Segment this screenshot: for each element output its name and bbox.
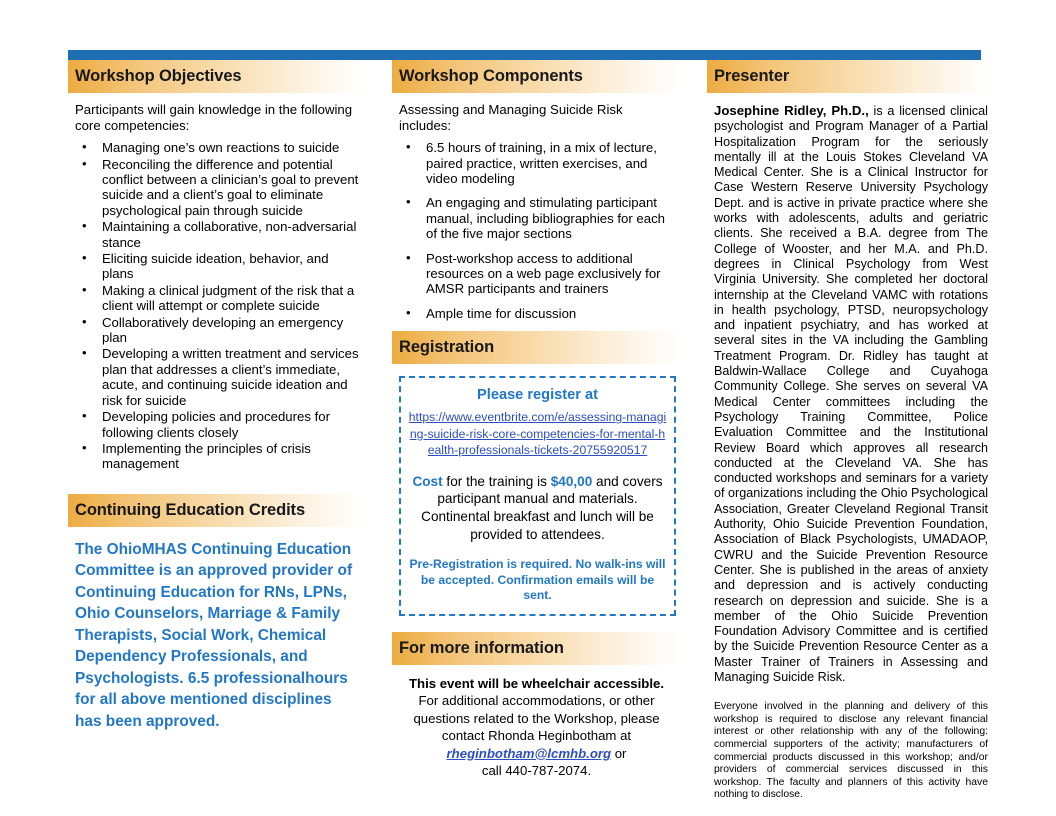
workshop-objectives-header: [68, 60, 365, 93]
more-information-header: [392, 632, 680, 665]
cost-label: Cost: [412, 473, 443, 489]
list-item: • An engaging and stimulating participant manual, including bibliographies for each of the five major sections: [399, 195, 678, 241]
registration-note: Pre-Registration is required. No walk-ins will be accepted. Confirmation emails will be sent.: [409, 557, 666, 603]
workshop-objectives-body: [68, 93, 365, 472]
section-presenter: [707, 60, 990, 802]
column-middle: [392, 60, 680, 779]
more-information-text: For additional accommodations, or other questions related to the Workshop, please contact Rhonda Heginbotham at: [413, 693, 660, 744]
list-item: • Maintaining a collaborative, non-adversarial stance: [75, 219, 363, 250]
list-item: • Ample time for discussion: [399, 306, 678, 321]
disclosure-statement: Everyone involved in the planning and delivery of this workshop is required to disclose any relevant financial interest or other relationship with any of the following: commercial supporters of the activity; manufacturers of commercial products discussed in this workshop; and/or providers of commercial services discussed in this workshop. The faculty and planners of this activity have nothing to disclose.: [714, 701, 988, 801]
workshop-objectives-title: Workshop Objectives: [75, 67, 242, 85]
column-left: [68, 60, 365, 732]
continuing-education-text: The OhioMHAS Continuing Education Committee is an approved provider of Continuing Education for RNs, LPNs, Ohio Counselors, Marriage & Family Therapists, Social Work, Chemical Dependency Professionals, and Psychologists. 6.5 professionalhours for all above mentioned disciplines has been approved.: [75, 540, 353, 730]
presenter-name: Josephine Ridley, Ph.D.,: [714, 103, 869, 118]
registration-header: [392, 331, 680, 364]
list-item: • Reconciling the difference and potential conflict between a clinician’s goal to prevent suicide and a client’s goal to eliminate psychological pain through suicide: [75, 157, 363, 219]
list-item: • 6.5 hours of training, in a mix of lecture, paired practice, written exercises, and video modeling: [399, 140, 678, 186]
three-column-layout: [0, 60, 1056, 802]
objectives-intro: Participants will gain knowledge in the following core competencies:: [75, 102, 353, 133]
registration-title: Registration: [399, 338, 495, 357]
section-registration: [392, 331, 680, 616]
registration-box: [399, 376, 676, 616]
presenter-title: Presenter: [714, 67, 790, 85]
list-item: • Developing policies and procedures for following clients closely: [75, 409, 363, 440]
list-item: • Implementing the principles of crisis management: [75, 441, 363, 472]
registration-cost-text: [408, 473, 667, 543]
list-item: • Developing a written treatment and services plan that addresses a client’s immediate, acute, and continuing suicide ideation and risk for suicide: [75, 346, 363, 408]
objectives-list: [75, 140, 363, 472]
workshop-components-header: [392, 60, 680, 93]
workshop-components-body: [392, 93, 680, 321]
section-more-information: [392, 632, 680, 779]
cost-amount: $40,00: [550, 473, 593, 489]
list-item: • Making a clinical judgment of the risk that a client will attempt or complete suicide: [75, 283, 363, 314]
more-information-text-tail: or: [611, 745, 627, 761]
components-list: [399, 140, 678, 321]
please-register-label: Please register at: [477, 387, 598, 404]
list-item: • Post-workshop access to additional resources on a web page exclusively for AMSR participants and trainers: [399, 251, 678, 297]
contact-phone: call 440-787-2074.: [481, 762, 592, 778]
contact-email-link[interactable]: rheginbotham@lcmhb.org: [446, 745, 612, 761]
presenter-bio-text: is a licensed clinical psychologist and Program Manager of a Partial Hospitalization Program for the seriously mentally ill at the Louis Stokes Cleveland VA Medical Center. She is a Clinical Instructor for Case Western Reserve University Psychology Dept. and is active in private practice where she works with adolescents, adults and geriatric clients. She received a B.A. degree from The College of Wooster, and her M.A. and Ph.D. degrees in Clinical Psychology from West Virginia University. She completed her doctoral internship at the Cleveland VAMC with rotations in health psychology, PTSD, neuropsychology and inpatient psychiatry, and has worked at several sites in the VA including the Gambling Treatment Program. Dr. Ridley has taught at Baldwin-Wallace College and Cuyahoga Community College. She serves on several VA Medical Center committees including the Psychology Training Committee, Police Evaluation Committee and the Institutional Review Board which approves all research conducted at the Cleveland VA. She has conducted workshops and seminars for a variety of organizations including the Ohio Psychological Association, Greater Cleveland Regional Transit Authority, Ohio Suicide Prevention Foundation, Association of Black Psychologists, UMADAOP, CWRU and the Suicide Prevention Resource Center. She is published in the areas of anxiety and depression and is actively conducting research on depression and suicide. She is a member of the Ohio Suicide Prevention Foundation Advisory Committee and is certified by the Suicide Prevention Resource Center as a Master Trainer of Trainers in Assessing and Managing Suicide Risk.: [714, 104, 988, 684]
list-item: • Eliciting suicide ideation, behavior, and plans: [75, 251, 363, 282]
list-item: • Collaboratively developing an emergency plan: [75, 315, 363, 346]
cost-mid-text: for the training is: [442, 473, 551, 489]
continuing-education-title: Continuing Education Credits: [75, 500, 306, 519]
section-workshop-objectives: [68, 60, 365, 472]
section-workshop-components: [392, 60, 680, 321]
more-information-body: [392, 665, 680, 779]
cost-tail-text: and covers participant manual and materials. Continental breakfast and lunch will be provided to attendees.: [421, 473, 663, 542]
more-information-title: For more information: [399, 638, 564, 657]
presenter-bio: [714, 103, 988, 685]
list-item: • Managing one’s own reactions to suicide: [75, 140, 363, 155]
registration-url-link[interactable]: https://www.eventbrite.com/e/assessing-managing-suicide-risk-core-competencies-for-mental-health-professionals-tickets-20755920517: [408, 410, 667, 458]
workshop-components-title: Workshop Components: [399, 67, 583, 85]
presenter-header: [707, 60, 990, 93]
column-right: [707, 60, 990, 802]
top-blue-rule: [68, 50, 981, 60]
components-intro: Assessing and Managing Suicide Risk includes:: [399, 102, 623, 133]
accessibility-statement: This event will be wheelchair accessible.: [408, 675, 665, 691]
presenter-body: [707, 93, 990, 802]
section-continuing-education: [68, 494, 365, 733]
continuing-education-header: [68, 494, 365, 527]
